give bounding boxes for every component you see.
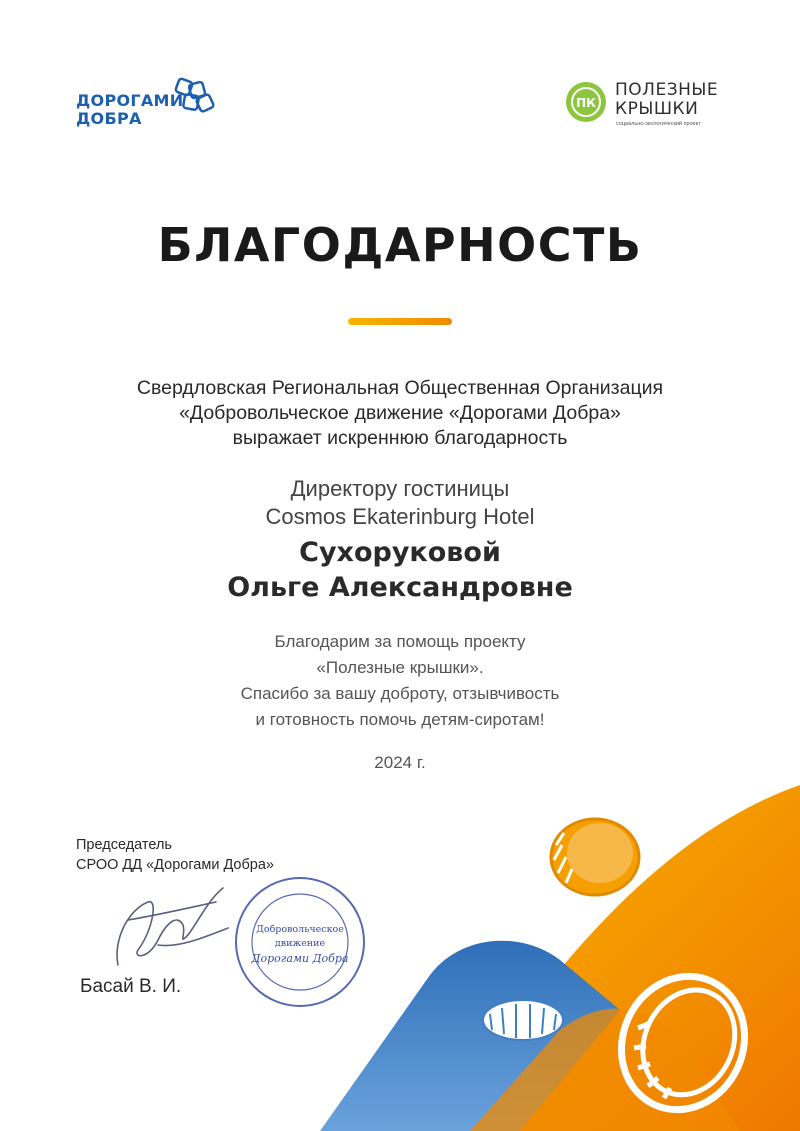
signer-position-line: Председатель xyxy=(76,837,172,853)
linked-squares-icon xyxy=(174,77,216,115)
message-line: «Полезные крышки». xyxy=(316,658,484,677)
stamp-line: Добровольческое xyxy=(256,924,344,935)
logo-dorogami-dobra xyxy=(76,92,183,128)
addressee-text xyxy=(0,475,800,531)
signer-position xyxy=(76,835,274,875)
polezny-kryshki-badge-icon xyxy=(564,80,608,124)
logo-right-tagline: социально-экологический проект xyxy=(616,121,701,127)
logo-right-line2: КРЫШКИ xyxy=(615,99,699,119)
logo-right-badge: ПК xyxy=(576,96,596,110)
addressee-company: Cosmos Ekaterinburg Hotel xyxy=(265,504,535,529)
organization-text xyxy=(0,376,800,451)
organization-line: «Добровольческое движение «Дорогами Добра» xyxy=(179,402,621,424)
title-accent-bar xyxy=(348,318,452,325)
organization-line: выражает искреннюю благодарность xyxy=(232,427,568,449)
stamp-line: движение xyxy=(274,938,326,949)
handwritten-signature xyxy=(98,880,248,980)
bottle-cap-icon xyxy=(608,968,758,1118)
recipient-surname: Сухоруковой xyxy=(299,537,501,568)
signer-position-line: СРОО ДД «Дорогами Добра» xyxy=(76,857,274,873)
recipient-name xyxy=(0,535,800,605)
message-line: Спасибо за вашу доброту, отзывчивость xyxy=(240,684,560,703)
bottle-cap-icon xyxy=(478,990,568,1050)
organization-line: Свердловская Региональная Общественная Организация xyxy=(136,377,664,399)
logo-left-line1: ДОРОГАМИ xyxy=(76,91,184,110)
message-line: и готовность помочь детям-сиротам! xyxy=(255,710,545,729)
bottle-cap-icon xyxy=(540,805,650,905)
message-line: Благодарим за помощь проекту xyxy=(274,632,526,651)
addressee-position: Директору гостиницы xyxy=(290,476,510,501)
stamp-line: Дорогами Добра xyxy=(251,952,349,965)
recipient-given-names: Ольге Александровне xyxy=(227,572,573,603)
signer-name: Басай В. И. xyxy=(80,976,182,997)
logo-polezny-kryshki xyxy=(615,81,718,119)
certificate-year: 2024 г. xyxy=(374,753,426,772)
logo-right-line1: ПОЛЕЗНЫЕ xyxy=(615,80,719,100)
certificate-title: БЛАГОДАРНОСТЬ xyxy=(157,218,643,272)
logo-left-line2: ДОБРА xyxy=(76,109,142,128)
thanks-message xyxy=(0,629,800,733)
organization-stamp xyxy=(230,872,370,1012)
